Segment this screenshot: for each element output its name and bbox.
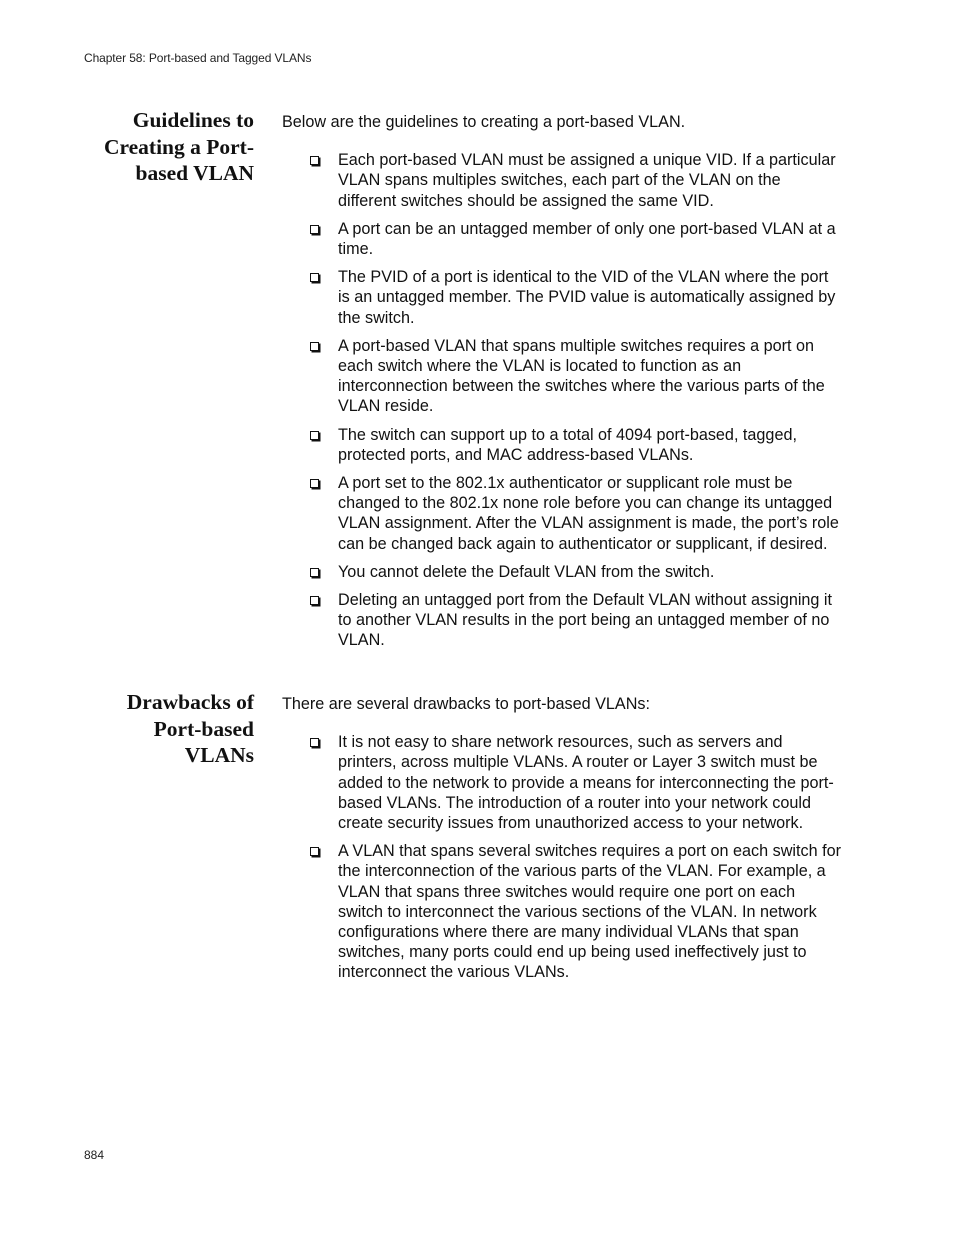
heading-line: Port-based [153,716,254,741]
list-item-text: A port set to the 802.1x authenticator or supplicant role must be changed to the 802.1x none role before you can change its untagged VLAN assignment. After the VLAN assignment is made, the port’s role can be changed back again to authenticator or supplicant, if desired. [338,474,839,553]
square-bullet-icon [310,596,319,605]
list-item [282,473,842,554]
heading-line: Drawbacks of [126,690,254,714]
heading-line: Creating a Port- [103,134,254,159]
list-item [282,732,842,833]
square-bullet-icon [310,156,319,165]
list-item-text: It is not easy to share network resources, such as servers and printers, across multiple VLANs. A router or Layer 3 switch must be added to the network to provide a means for interconnecting the port-based VLANs. The introduction of a router into your network could create security issues from unauthorized access to your network. [338,733,834,833]
list-item-text: Deleting an untagged port from the Default VLAN without assigning it to another VLAN results in the port being an untagged member of no VLAN. [338,591,833,650]
heading-line: based VLAN [135,161,254,185]
square-bullet-icon [310,847,319,856]
list-item-text: The switch can support up to a total of 4094 port-based, tagged, protected ports, and MAC address-based VLANs. [338,425,797,464]
list-item [282,336,842,417]
square-bullet-icon [310,479,319,488]
list-item-text: You cannot delete the Default VLAN from the switch. [338,562,715,581]
square-bullet-icon [310,431,319,440]
list-item-text: A port-based VLAN that spans multiple switches requires a port on each switch where the VLAN is located to function as an interconnection between the switches where the various parts of the VLAN reside. [338,336,825,416]
list-item-text: A VLAN that spans several switches requires a port on each switch for the interconnection of the various parts of the VLAN. For example, a VLAN that spans three switches would require one port on each switch to interconnect the various sections of the VLAN. In network configurations where there are many individual VLANs that span switches, many ports could end up being used ineffectively just to interconnect the various VLANs. [338,842,841,982]
list-item [282,562,842,582]
running-head: Chapter 58: Port-based and Tagged VLANs [84,51,312,65]
list-item [282,590,842,651]
list-item-text: A port can be an untagged member of only one port-based VLAN at a time. [338,219,836,259]
section-intro: There are several drawbacks to port-based VLANs: [282,695,650,713]
page-number: 884 [84,1148,105,1162]
list-item [282,150,842,211]
list-item [282,219,842,259]
section-intro: Below are the guidelines to creating a port-based VLAN. [282,113,686,131]
square-bullet-icon [310,273,319,282]
heading-line: VLANs [184,743,254,767]
square-bullet-icon [310,342,319,351]
square-bullet-icon [310,738,319,747]
square-bullet-icon [310,568,319,577]
list-item [282,841,842,982]
bullet-list [282,732,842,982]
square-bullet-icon [310,225,319,234]
list-item [282,425,842,465]
section-body [282,694,842,991]
section-body [282,112,842,659]
section-heading [60,689,254,769]
list-item-text: The PVID of a port is identical to the VID of the VLAN where the port is an untagged member. The PVID value is automatically assigned by the switch. [338,268,836,327]
heading-line: Guidelines to [132,108,254,132]
bullet-list [282,150,842,650]
section-heading [60,107,254,187]
list-item-text: Each port-based VLAN must be assigned a unique VID. If a particular VLAN spans multiples switches, each part of the VLAN on the different switches should be assigned the same VID. [338,151,836,210]
list-item [282,267,842,328]
